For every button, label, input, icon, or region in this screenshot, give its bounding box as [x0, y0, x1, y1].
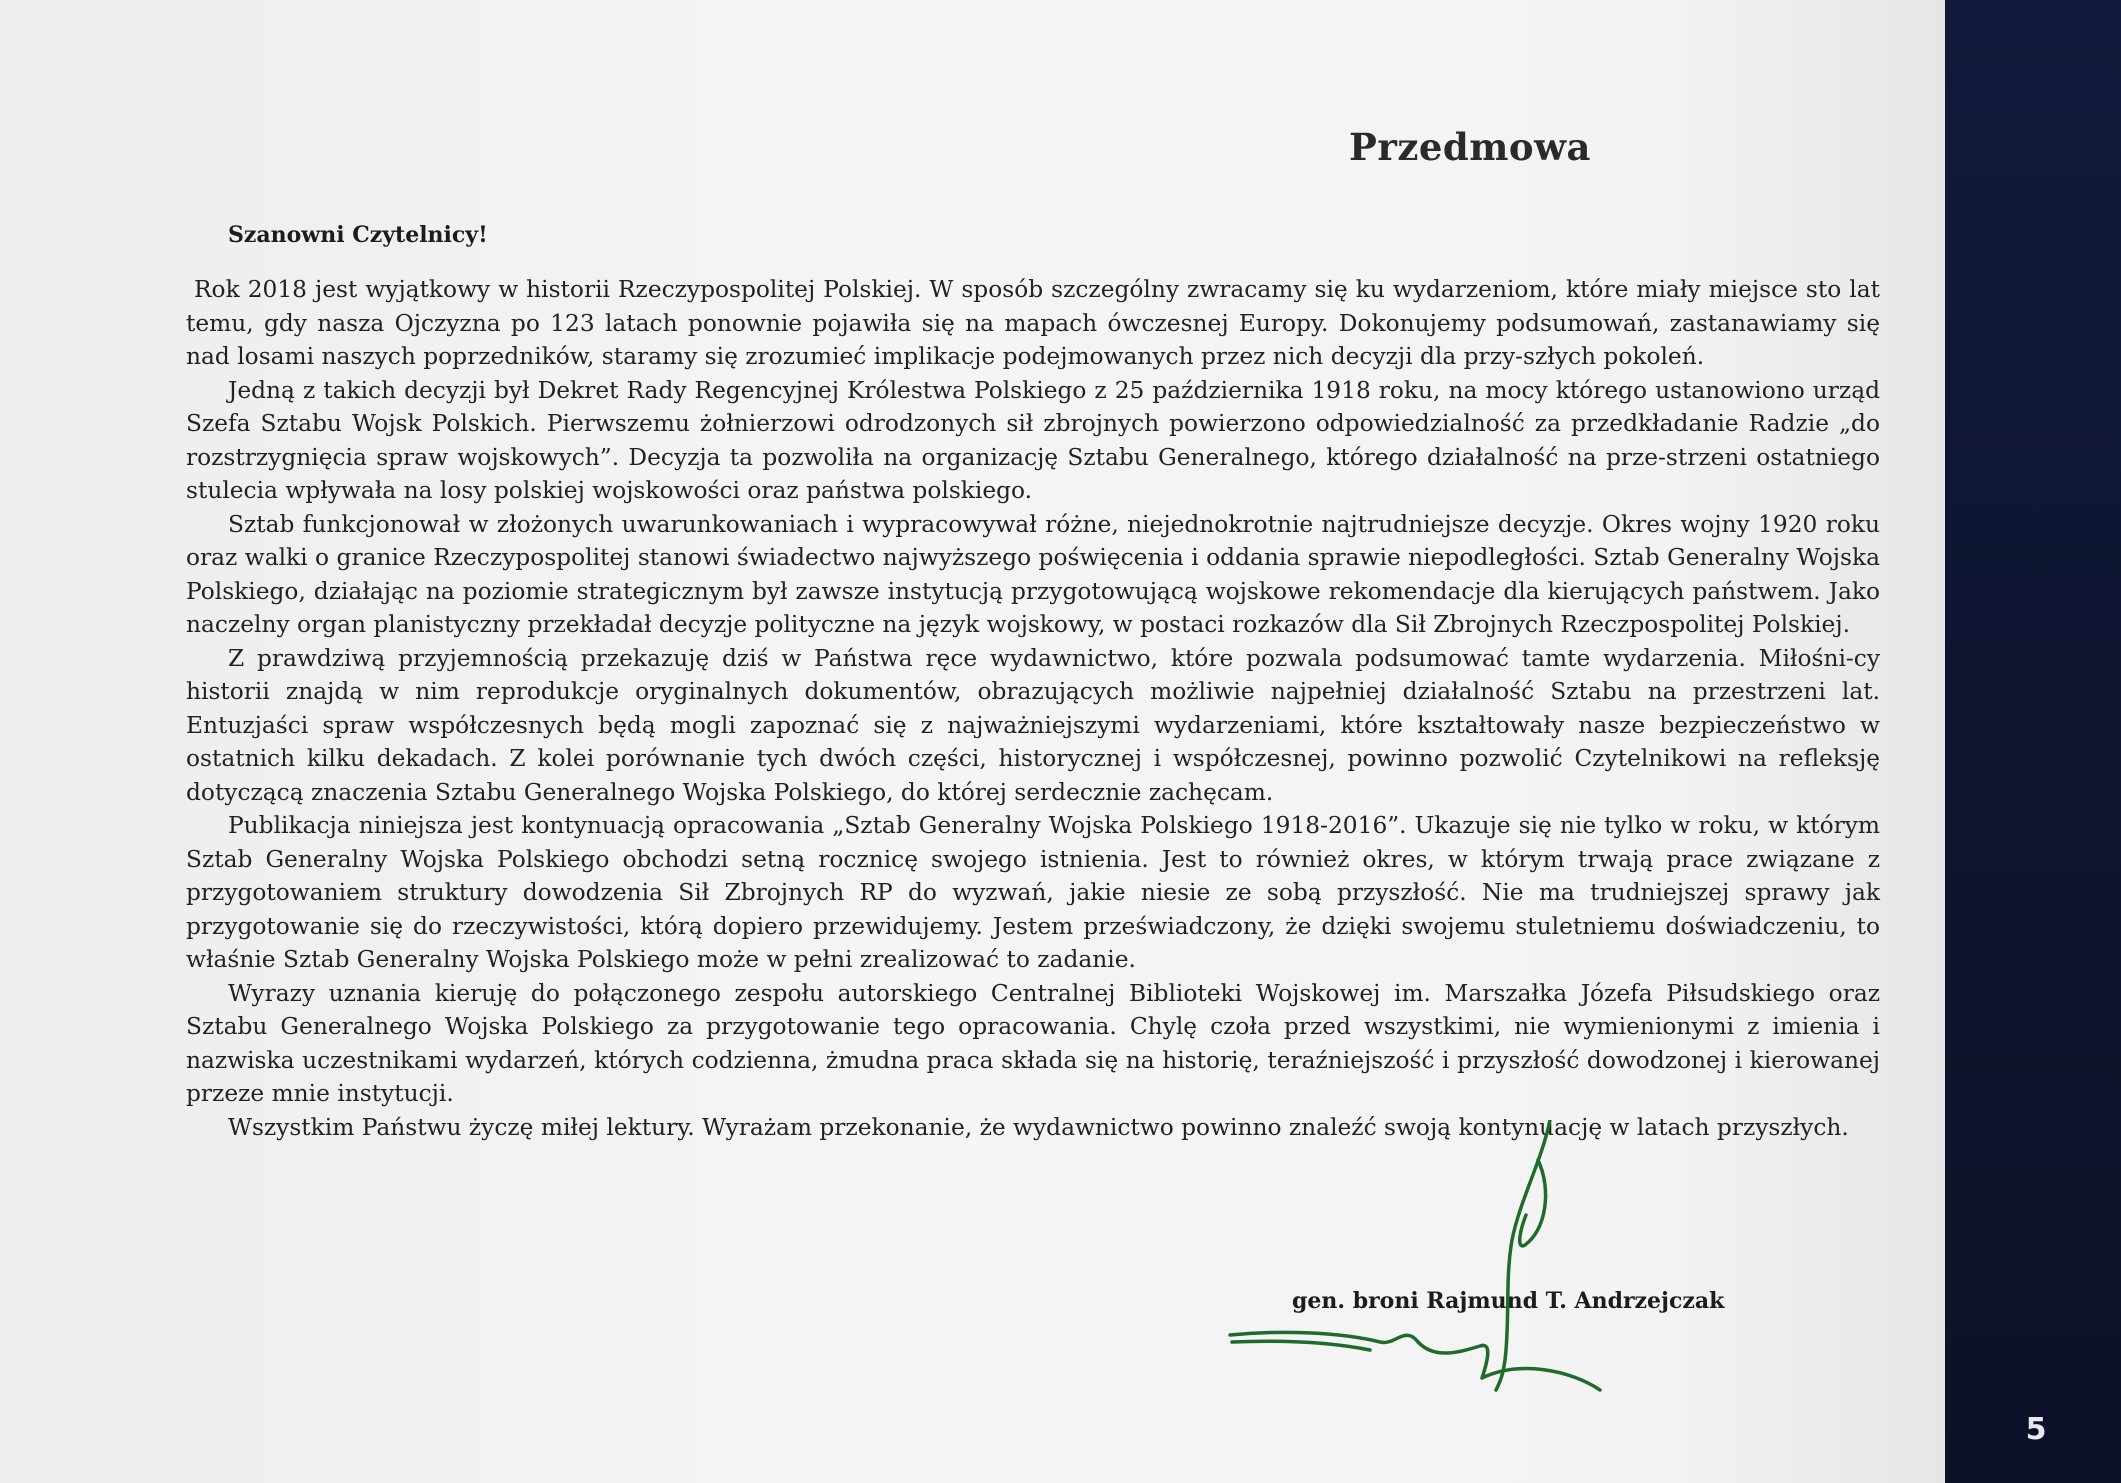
- paragraph-4: Z prawdziwą przyjemnością przekazuję dziś w Państwa ręce wydawnictwo, które pozwala podsumować tamte wydarzenia. Miłośni-cy historii znajdą w nim reprodukcje oryginalnych dokumentów, obrazujących możliwie najpełniej działalność Sztabu na przestrzeni lat. Entuzjaści spraw współczesnych będą mogli zapoznać się z najważniejszymi wydarzeniami, które kształtowały nasze bezpieczeństwo w ostatnich kilku dekadach. Z kolei porównanie tych dwóch części, historycznej i współczesnej, powinno pozwolić Czytelnikowi na refleksję dotyczącą znaczenia Sztabu Generalnego Wojska Polskiego, do której serdecznie zachęcam.: [186, 644, 1880, 806]
- page-title: Przedmowa: [1349, 125, 1591, 169]
- page-number: 5: [2025, 1412, 2047, 1447]
- paragraph-6: Wyrazy uznania kieruję do połączonego zespołu autorskiego Centralnej Biblioteki Wojskowej im. Marszałka Józefa Piłsudskiego oraz Sztabu Generalnego Wojska Polskiego za przygotowanie tego opracowania. Chylę czoła przed wszystkimi, nie wymienionymi z imienia i nazwiska uczestnikami wydarzeń, których codzienna, żmudna praca składa się na historię, teraźniejszość i przyszłość dowodzonej i kierowanej przeze mnie instytucji.: [186, 979, 1880, 1107]
- paragraph-5: Publikacja niniejsza jest kontynuacją opracowania „Sztab Generalny Wojska Polskiego 1918-2016”. Ukazuje się nie tylko w roku, w którym Sztab Generalny Wojska Polskiego obchodzi setną rocznicę swojego istnienia. Jest to również okres, w którym trwają prace związane z przygotowaniem struktury dowodzenia Sił Zbrojnych RP do wyzwań, jakie niesie ze sobą przyszłość. Nie ma trudniejszej sprawy jak przygotowanie się do rzeczywistości, którą dopiero przewidujemy. Jestem przeświadczony, że dzięki swojemu stuletniemu doświadczeniu, to właśnie Sztab Generalny Wojska Polskiego może w pełni zrealizować to zadanie.: [186, 812, 1880, 973]
- paragraph-7: Wszystkim Państwu życzę miłej lektury. Wyrażam przekonanie, że wydawnictwo powinno znaleźć swoją kontynuację w latach przyszłych.: [228, 1113, 1849, 1141]
- book-cover-edge: [1945, 0, 2121, 1483]
- paragraph-3: Sztab funkcjonował w złożonych uwarunkowaniach i wypracowywał różne, niejednokrotnie najtrudniejsze decyzje. Okres wojny 1920 roku oraz walki o granice Rzeczypospolitej stanowi świadectwo najwyższego poświęcenia i oddania sprawie niepodległości. Sztab Generalny Wojska Polskiego, działając na poziomie strategicznym był zawsze instytucją przygotowującą wojskowe rekomendacje dla kierujących państwem. Jako naczelny organ planistyczny przekładał decyzje polityczne na język wojskowy, w postaci rozkazów dla Sił Zbrojnych Rzeczpospolitej Polskiej.: [186, 510, 1880, 638]
- salutation: Szanowni Czytelnicy!: [228, 222, 488, 248]
- paragraph-1: Rok 2018 jest wyjątkowy w historii Rzeczypospolitej Polskiej. W sposób szczególny zwracamy się ku wydarzeniom, które miały miejsce sto lat temu, gdy nasza Ojczyzna po 123 latach ponownie pojawiła się na mapach ówczesnej Europy. Dokonujemy podsumowań, zastanawiamy się nad losami naszych poprzedników, staramy się zrozumieć implikacje podejmowanych przez nich decyzji dla przy-szłych pokoleń.: [186, 276, 1880, 370]
- preface-body: [186, 273, 1880, 1144]
- handwritten-signature: [1220, 1120, 1620, 1410]
- paragraph-2: Jedną z takich decyzji był Dekret Rady Regencyjnej Królestwa Polskiego z 25 października 1918 roku, na mocy którego ustanowiono urząd Szefa Sztabu Wojsk Polskich. Pierwszemu żołnierzowi odrodzonych sił zbrojnych powierzono odpowiedzialność za przedkładanie Radzie „do rozstrzygnięcia spraw wojskowych”. Decyzja ta pozwoliła na organizację Sztabu Generalnego, którego działalność na prze-strzeni ostatniego stulecia wpływała na losy polskiej wojskowości oraz państwa polskiego.: [186, 376, 1880, 504]
- signatory-name: gen. broni Rajmund T. Andrzejczak: [1292, 1288, 1725, 1314]
